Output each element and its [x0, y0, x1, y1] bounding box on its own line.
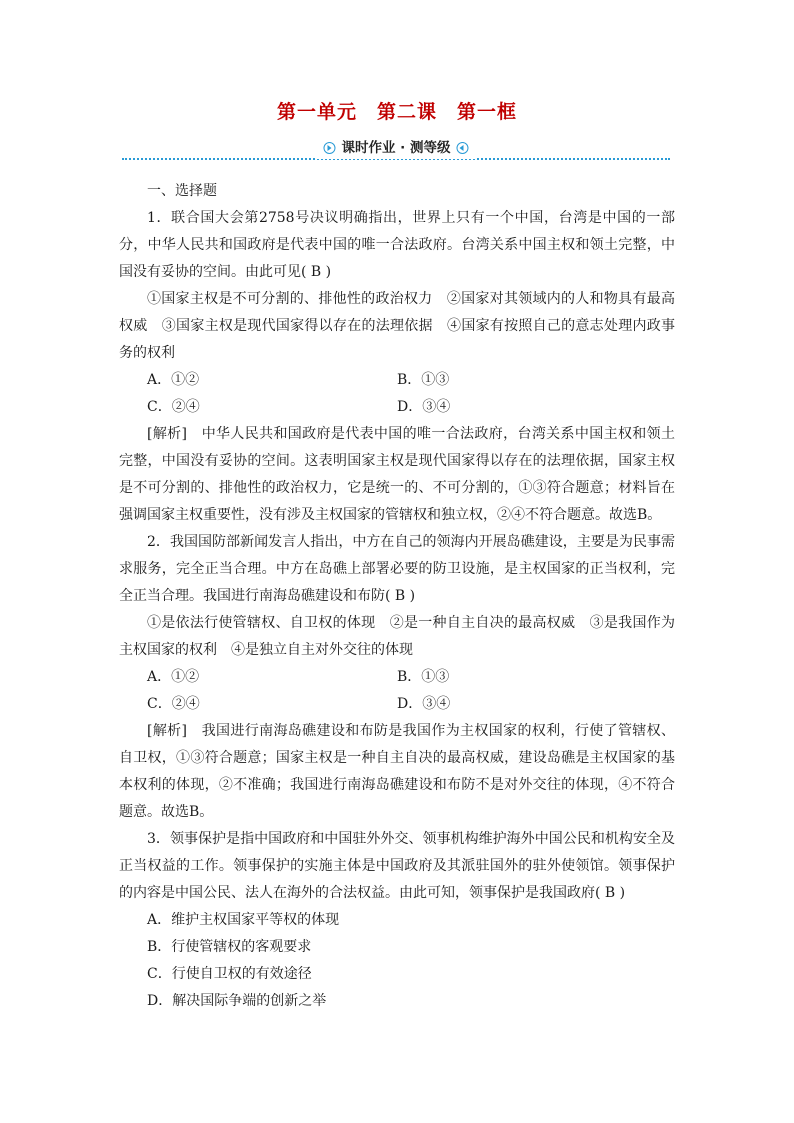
q1-stem: 1．联合国大会第2758号决议明确指出，世界上只有一个中国，台湾是中国的一部分，中华人民共和国政府是代表中国的唯一合法政府。台湾关系中国主权和领土完整，中国没有妥协的空间。由此可见( B ): [119, 210, 675, 280]
banner-label: [315, 137, 476, 159]
q1-options-row-2: [119, 394, 675, 421]
q3-option-b: B．行使管辖权的客观要求: [147, 939, 312, 955]
q2-option-c: C．②④: [147, 696, 200, 712]
q1-option-b: B．①③: [397, 372, 450, 388]
q1-option-a: A．①②: [147, 372, 200, 388]
play-right-icon: [323, 142, 335, 154]
q2-stem: 2．我国国防部新闻发言人指出，中方在自己的领海内开展岛礁建设，主要是为民事需求服务，完全正当合理。中方在岛礁上部署必要的防卫设施，是主权国家的正当权利，完全正当合理。我国进行南海岛礁建设和布防( B ): [119, 534, 675, 604]
q2-option-a: A．①②: [147, 669, 200, 685]
q1-analysis: [解析] 中华人民共和国政府是代表中国的唯一合法政府，台湾关系中国主权和领土完整，中国没有妥协的空间。这表明国家主权是现代国家得以存在的法理依据，国家主权是不可分割的、排他性的政治权力，它是统一的、不可分割的，①③符合题意；材料旨在强调国家主权重要性，没有涉及主权国家的管辖权和独立权，②④不符合题意。故选B。: [119, 426, 675, 523]
q2-options-row-1: [119, 664, 675, 691]
play-left-icon: [457, 142, 469, 154]
banner-text: 课时作业 · 测等级: [341, 140, 451, 156]
q1-statements: ①国家主权是不可分割的、排他性的政治权力 ②国家对其领域内的人和物具有最高权威 ③国家主权是现代国家得以存在的法理依据 ④国家有按照自己的意志处理内政事务的权利: [119, 291, 675, 361]
q2-statements: ①是依法行使管辖权、自卫权的体现 ②是一种自主自决的最高权威 ③是我国作为主权国家的权利 ④是独立自主对外交往的体现: [119, 615, 675, 658]
q2-analysis: [解析] 我国进行南海岛礁建设和布防是我国作为主权国家的权利，行使了管辖权、自卫权，①③符合题意；国家主权是一种自主自决的最高权威，建设岛礁是主权国家的基本权利的体现，②不准确；我国进行南海岛礁建设和布防不是对外交往的体现，④不符合题意。故选B。: [119, 723, 675, 820]
page-title: 第一单元 第二课 第一框: [276, 101, 517, 123]
q3-option-d: D．解决国际争端的创新之举: [147, 993, 327, 1009]
q2-options-row-2: [119, 691, 675, 718]
homework-banner: [122, 137, 670, 167]
section-heading: 一、选择题: [147, 183, 217, 199]
q1-option-d: D．③④: [397, 399, 451, 415]
q3-option-c: C．行使自卫权的有效途径: [147, 966, 312, 982]
q2-option-d: D．③④: [397, 696, 451, 712]
q1-options-row-1: [119, 367, 675, 394]
question-content: [119, 178, 675, 1015]
q2-option-b: B．①③: [397, 669, 450, 685]
q3-option-a: A．维护主权国家平等权的体现: [147, 912, 340, 928]
q1-option-c: C．②④: [147, 399, 200, 415]
q3-stem: 3．领事保护是指中国政府和中国驻外外交、领事机构维护海外中国公民和机构安全及正当权益的工作。领事保护的实施主体是中国政府及其派驻国外的驻外使领馆。领事保护的内容是中国公民、法人在海外的合法权益。由此可知，领事保护是我国政府( B ): [119, 831, 675, 901]
